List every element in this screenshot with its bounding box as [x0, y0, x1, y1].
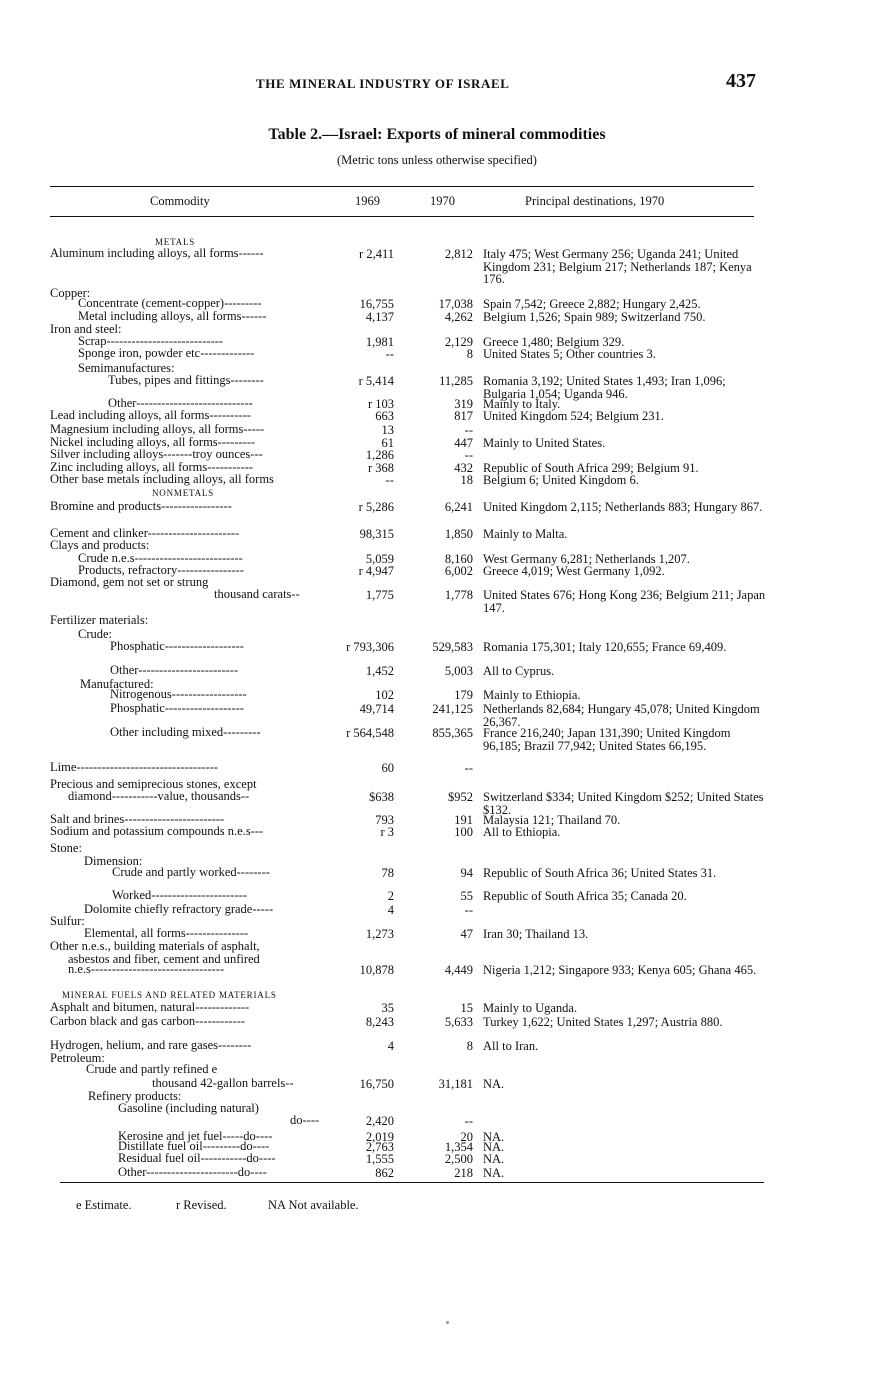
footnote-estimate: e Estimate. — [76, 1198, 132, 1212]
value-1969: r 793,306 — [346, 640, 394, 654]
value-1970: 218 — [454, 1166, 473, 1180]
commodity-label: thousand carats-- — [214, 587, 300, 601]
value-1970: 6,241 — [444, 500, 473, 514]
top-rule — [50, 186, 754, 187]
commodity-label: Manufactured: — [80, 677, 154, 691]
value-1970: 241,125 — [432, 702, 473, 716]
value-1970: 100 — [454, 825, 473, 839]
commodity-label: Hydrogen, helium, and rare gases-------- — [50, 1038, 252, 1052]
value-1969: 78 — [381, 866, 394, 880]
principal-destinations: Netherlands 82,684; Hungary 45,078; United Kingdom 26,367. — [483, 702, 760, 729]
value-1970: 31,181 — [438, 1077, 473, 1091]
principal-destinations: Romania 3,192; United States 1,493; Iran 1,096; Bulgaria 1,054; Uganda 946. — [483, 374, 726, 401]
value-1970: 179 — [454, 688, 473, 702]
commodity-label: Sponge iron, powder etc------------- — [78, 346, 255, 360]
table-title: Table 2.—Israel: Exports of mineral commodities — [268, 126, 606, 143]
value-1969: -- — [385, 347, 394, 361]
value-1969: 793 — [375, 813, 394, 827]
value-1970: 5,003 — [444, 664, 473, 678]
value-1969: r 103 — [367, 397, 394, 411]
value-1969: 16,755 — [359, 297, 394, 311]
commodity-label: Dolomite chiefly refractory grade----- — [84, 902, 274, 916]
principal-destinations: Greece 1,480; Belgium 329. — [483, 335, 625, 349]
value-1969: 98,315 — [359, 527, 394, 541]
commodity-label: Gasoline (including natural) — [118, 1101, 259, 1115]
commodity-label: Crude n.e.s-------------------------- — [78, 551, 243, 565]
value-1969: 60 — [381, 761, 394, 775]
commodity-label: thousand 42-gallon barrels-- — [152, 1076, 294, 1090]
commodity-label: Diamond, gem not set or strung — [50, 575, 209, 589]
commodity-label: Nickel including alloys, all forms--------- — [50, 435, 256, 449]
value-1970: 529,583 — [432, 640, 473, 654]
value-1970: 1,850 — [444, 527, 473, 541]
principal-destinations: NA. — [483, 1077, 505, 1091]
value-1970: 817 — [454, 409, 473, 423]
commodity-label: Precious and semiprecious stones, except — [50, 777, 257, 791]
value-1970: 8,160 — [444, 552, 473, 566]
commodity-label: Scrap---------------------------- — [78, 334, 224, 348]
principal-destinations: Republic of South Africa 299; Belgium 91. — [483, 461, 699, 475]
value-1970: 20 — [460, 1130, 473, 1144]
commodity-label: Worked----------------------- — [112, 888, 247, 902]
footnote-na: NA Not available. — [268, 1198, 359, 1212]
value-1969: 8,243 — [365, 1015, 394, 1029]
principal-destinations: Republic of South Africa 35; Canada 20. — [483, 889, 687, 903]
value-1969: 13 — [381, 423, 394, 437]
value-1969: 2 — [387, 889, 394, 903]
value-1970: 55 — [460, 889, 473, 903]
value-1970: 2,129 — [444, 335, 473, 349]
value-1970: 4,449 — [444, 963, 473, 977]
commodity-label: Stone: — [50, 841, 82, 855]
commodity-label: Refinery products: — [88, 1089, 182, 1103]
value-1970: -- — [464, 1114, 473, 1128]
scan-speck — [446, 1321, 449, 1324]
value-1969: 663 — [375, 409, 394, 423]
principal-destinations: Mainly to United States. — [483, 436, 606, 450]
commodity-label: Silver including alloys-------troy ounces--- — [50, 447, 263, 461]
value-1969: 2,019 — [365, 1130, 394, 1144]
value-1970: 15 — [460, 1001, 473, 1015]
principal-destinations: NA. — [483, 1166, 505, 1180]
commodity-label: Crude and partly refined e — [86, 1062, 218, 1076]
value-1970: 18 — [460, 473, 473, 487]
commodity-label: Concentrate (cement-copper)--------- — [78, 296, 262, 310]
commodity-label: Clays and products: — [50, 538, 150, 552]
value-1970: 94 — [460, 866, 473, 880]
commodity-label: Nitrogenous------------------ — [110, 687, 247, 701]
principal-destinations: Spain 7,542; Greece 2,882; Hungary 2,425. — [483, 297, 701, 311]
principal-destinations: United Kingdom 524; Belgium 231. — [483, 409, 664, 423]
commodity-label: Kerosine and jet fuel-----do---- — [118, 1129, 273, 1143]
value-1970: 17,038 — [438, 297, 473, 311]
principal-destinations: Nigeria 1,212; Singapore 933; Kenya 605; Ghana 465. — [483, 963, 757, 977]
commodity-label: Products, refractory---------------- — [78, 563, 244, 577]
value-1970: -- — [464, 903, 473, 917]
commodity-label: Fertilizer materials: — [50, 613, 149, 627]
principal-destinations: Romania 175,301; Italy 120,655; France 69,409. — [483, 640, 727, 654]
value-1969: 1,273 — [365, 927, 394, 941]
commodity-label: Metal including alloys, all forms------ — [78, 309, 267, 323]
commodity-label: Copper: — [50, 286, 91, 300]
commodity-label: Other------------------------ — [110, 663, 239, 677]
principal-destinations: Belgium 6; United Kingdom 6. — [483, 473, 639, 487]
value-1970: 1,778 — [444, 588, 473, 602]
commodity-label: Other n.e.s., building materials of asphalt, — [50, 939, 260, 953]
principal-destinations: Iran 30; Thailand 13. — [483, 927, 589, 941]
value-1970: 11,285 — [439, 374, 473, 388]
value-1969: r 5,286 — [358, 500, 394, 514]
value-1970: 47 — [460, 927, 473, 941]
value-1969: 61 — [381, 436, 394, 450]
column-header-1970: 1970 — [430, 194, 455, 208]
principal-destinations: Greece 4,019; West Germany 1,092. — [483, 564, 665, 578]
commodity-label: Distillate fuel oil---------do---- — [118, 1139, 270, 1153]
header-rule — [50, 216, 754, 217]
commodity-label: Asphalt and bitumen, natural------------- — [50, 1000, 250, 1014]
commodity-label: Phosphatic------------------- — [110, 701, 244, 715]
principal-destinations: West Germany 6,281; Netherlands 1,207. — [483, 552, 690, 566]
footnote-revised: r Revised. — [176, 1198, 227, 1212]
commodity-label: do---- — [290, 1113, 320, 1127]
commodity-label: Other base metals including alloys, all forms — [50, 472, 274, 486]
table-subtitle: (Metric tons unless otherwise specified) — [337, 153, 537, 167]
principal-destinations: Turkey 1,622; United States 1,297; Austria 880. — [483, 1015, 723, 1029]
value-1970: 5,633 — [444, 1015, 473, 1029]
principal-destinations: NA. — [483, 1130, 505, 1144]
principal-destinations: NA. — [483, 1140, 505, 1154]
value-1969: 4 — [387, 903, 394, 917]
column-header-1969: 1969 — [355, 194, 380, 208]
commodity-label: Sodium and potassium compounds n.e.s--- — [50, 824, 264, 838]
value-1970: 855,365 — [432, 726, 473, 740]
principal-destinations: NA. — [483, 1152, 505, 1166]
value-1970: 8 — [466, 1039, 473, 1053]
value-1970: 432 — [454, 461, 473, 475]
value-1969: 35 — [381, 1001, 394, 1015]
value-1969: r 564,548 — [346, 726, 394, 740]
commodity-label: Petroleum: — [50, 1051, 105, 1065]
value-1969: 4 — [387, 1039, 394, 1053]
commodity-label: Bromine and products----------------- — [50, 499, 232, 513]
value-1969: r 4,947 — [358, 564, 394, 578]
commodity-label: Aluminum including alloys, all forms------ — [50, 246, 264, 260]
commodity-label: Tubes, pipes and fittings-------- — [108, 373, 264, 387]
commodity-label: Phosphatic------------------- — [110, 639, 244, 653]
commodity-label: Carbon black and gas carbon------------ — [50, 1014, 246, 1028]
value-1970: 191 — [454, 813, 473, 827]
commodity-label: Residual fuel oil-----------do---- — [118, 1151, 276, 1165]
value-1969: 1,981 — [365, 335, 394, 349]
value-1970: 6,002 — [444, 564, 473, 578]
section-heading: MINERAL FUELS AND RELATED MATERIALS — [62, 990, 277, 1000]
principal-destinations: All to Cyprus. — [483, 664, 555, 678]
value-1969: 10,878 — [359, 963, 394, 977]
column-header-commodity: Commodity — [150, 194, 210, 208]
commodity-label: Other---------------------------- — [108, 396, 253, 410]
principal-destinations: United Kingdom 2,115; Netherlands 883; Hungary 867. — [483, 500, 763, 514]
value-1969: r 2,411 — [359, 247, 394, 261]
principal-destinations: United States 676; Hong Kong 236; Belgium 211; Japan 147. — [483, 588, 766, 615]
value-1970: 447 — [454, 436, 473, 450]
principal-destinations: Malaysia 121; Thailand 70. — [483, 813, 621, 827]
commodity-label: Cement and clinker---------------------- — [50, 526, 240, 540]
principal-destinations: Mainly to Italy. — [483, 397, 561, 411]
commodity-label: Other including mixed--------- — [110, 725, 261, 739]
principal-destinations: Switzerland $334; United Kingdom $252; United States $132. — [483, 790, 764, 817]
bottom-rule — [60, 1182, 764, 1183]
principal-destinations: Mainly to Malta. — [483, 527, 568, 541]
principal-destinations: All to Ethiopia. — [483, 825, 561, 839]
value-1969: 1,775 — [365, 588, 394, 602]
commodity-label: Lime---------------------------------- — [50, 760, 218, 774]
value-1970: 4,262 — [444, 310, 473, 324]
commodity-label: Semimanufactures: — [78, 361, 175, 375]
value-1970: -- — [464, 761, 473, 775]
principal-destinations: France 216,240; Japan 131,390; United Kingdom 96,185; Brazil 77,942; United States 66,195. — [483, 726, 731, 753]
commodity-label: Sulfur: — [50, 914, 85, 928]
commodity-label: diamond-----------value, thousands-- — [68, 789, 250, 803]
value-1969: 2,420 — [365, 1114, 394, 1128]
commodity-label: Salt and brines------------------------ — [50, 812, 225, 826]
principal-destinations: Belgium 1,526; Spain 989; Switzerland 750. — [483, 310, 706, 324]
commodity-label: Crude and partly worked-------- — [112, 865, 270, 879]
value-1970: -- — [464, 448, 473, 462]
commodity-label: Crude: — [78, 627, 113, 641]
principal-destinations: United States 5; Other countries 3. — [483, 347, 656, 361]
principal-destinations: Republic of South Africa 36; United States 31. — [483, 866, 717, 880]
commodity-label: Iron and steel: — [50, 322, 122, 336]
commodity-label: Lead including alloys, all forms---------- — [50, 408, 251, 422]
value-1970: -- — [464, 423, 473, 437]
value-1969: 49,714 — [359, 702, 394, 716]
section-heading: NONMETALS — [152, 488, 214, 498]
running-title: THE MINERAL INDUSTRY OF ISRAEL — [256, 76, 510, 91]
value-1970: 1,354 — [444, 1140, 473, 1154]
section-heading: METALS — [155, 237, 196, 247]
page-number: 437 — [726, 70, 756, 92]
commodity-label: Elemental, all forms--------------- — [84, 926, 249, 940]
value-1969: 1,452 — [365, 664, 394, 678]
value-1969: 102 — [375, 688, 394, 702]
commodity-label: Other----------------------do---- — [118, 1165, 267, 1179]
value-1969: 16,750 — [359, 1077, 394, 1091]
commodity-label: Zinc including alloys, all forms----------- — [50, 460, 254, 474]
principal-destinations: Mainly to Ethiopia. — [483, 688, 581, 702]
commodity-label: n.e.s-------------------------------- — [68, 962, 225, 976]
principal-destinations: All to Iran. — [483, 1039, 539, 1053]
value-1969: r 5,414 — [358, 374, 394, 388]
value-1969: 2,763 — [365, 1140, 394, 1154]
commodity-label: Magnesium including alloys, all forms----- — [50, 422, 265, 436]
value-1969: 4,137 — [365, 310, 394, 324]
principal-destinations: Mainly to Uganda. — [483, 1001, 578, 1015]
value-1970: 319 — [454, 397, 473, 411]
value-1969: $638 — [369, 790, 394, 804]
value-1970: $952 — [448, 790, 473, 804]
commodity-label: Dimension: — [84, 854, 143, 868]
value-1969: 5,059 — [365, 552, 394, 566]
value-1969: 1,555 — [365, 1152, 394, 1166]
value-1970: 2,500 — [444, 1152, 473, 1166]
value-1970: 8 — [466, 347, 473, 361]
column-header-destinations: Principal destinations, 1970 — [525, 194, 665, 208]
value-1969: 1,286 — [365, 448, 394, 462]
value-1969: 862 — [375, 1166, 394, 1180]
commodity-label: asbestos and fiber, cement and unfired — [68, 952, 260, 966]
principal-destinations: Italy 475; West Germany 256; Uganda 241; United Kingdom 231; Belgium 217; Netherlands 187; Kenya 176. — [483, 247, 752, 286]
value-1969: -- — [385, 473, 394, 487]
value-1969: r 368 — [367, 461, 394, 475]
value-1970: 2,812 — [444, 247, 473, 261]
value-1969: r 3 — [380, 825, 394, 839]
